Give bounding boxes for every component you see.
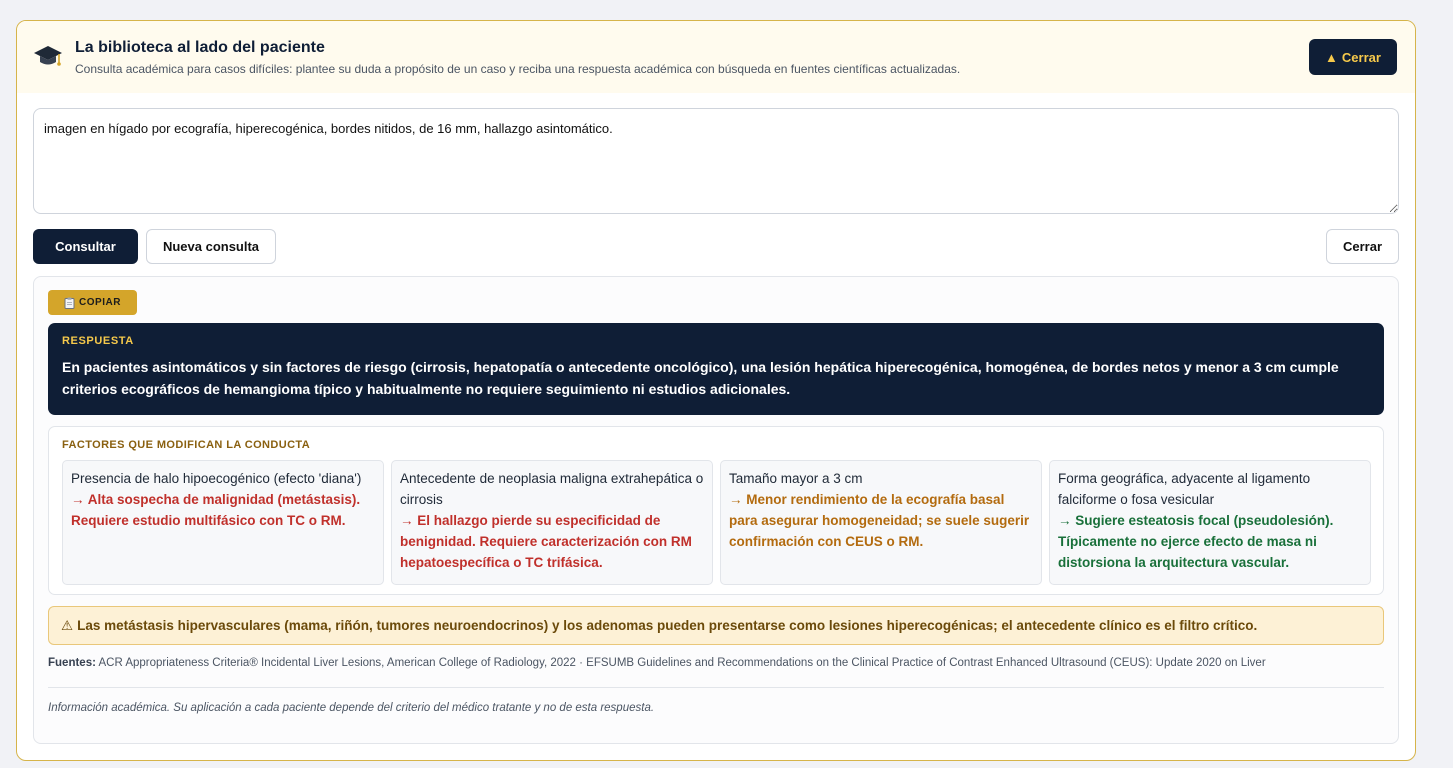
warning-box — [48, 606, 1384, 645]
result-card — [33, 276, 1399, 744]
copy-button[interactable] — [48, 290, 137, 315]
factor-card — [1049, 460, 1371, 585]
factor-condition: Presencia de halo hipoecogénico (efecto 'diana') — [71, 471, 362, 486]
factor-card — [720, 460, 1042, 585]
divider — [48, 687, 1384, 688]
warning-icon: ⚠ — [61, 617, 74, 633]
sources-line — [48, 657, 1266, 669]
factor-condition: Forma geográfica, adyacente al ligamento falciforme o fosa vesicular — [1058, 471, 1311, 507]
factor-effect: → Menor rendimiento de la ecografía basal para asegurar homogeneidad; se suele sugerir confirmación con CEUS o RM. — [729, 492, 1030, 549]
factor-condition: Antecedente de neoplasia maligna extrahepática o cirrosis — [400, 471, 704, 507]
factor-effect: → Alta sospecha de malignidad (metástasis). Requiere estudio multifásico con TC o RM. — [71, 492, 361, 528]
library-panel — [16, 20, 1416, 761]
disclaimer: Información académica. Su aplicación a cada paciente depende del criterio del médico tratante y no de esta respuesta. — [48, 702, 655, 714]
panel-header — [17, 21, 1415, 93]
new-consult-button[interactable]: Nueva consulta — [146, 229, 276, 264]
close-top-button[interactable] — [1309, 39, 1397, 75]
consult-button[interactable]: Consultar — [33, 229, 138, 264]
query-textarea[interactable] — [33, 108, 1399, 214]
page-title: La biblioteca al lado del paciente — [75, 39, 325, 56]
graduation-cap-icon — [33, 41, 63, 71]
sources-text: ACR Appropriateness Criteria® Incidental Liver Lesions, American College of Radiology, 2022 · EFSUMB Guidelines and Recommendations on the Clinical Practice of Contrast Enhanced Ultrasound (CEUS): Update 2020 on Liver — [98, 657, 1266, 669]
clipboard-icon — [64, 297, 75, 309]
warning-triangle-icon: ▲ — [1325, 49, 1338, 65]
factor-condition: Tamaño mayor a 3 cm — [729, 471, 863, 486]
factor-effect: → El hallazgo pierde su especificidad de benignidad. Requiere caracterización con RM hepatoespecífica o TC trifásica. — [400, 513, 692, 570]
answer-label: RESPUESTA — [62, 335, 134, 347]
factors-title: FACTORES QUE MODIFICAN LA CONDUCTA — [62, 439, 311, 451]
sources-label: Fuentes: — [48, 657, 96, 669]
close-button[interactable]: Cerrar — [1326, 229, 1399, 264]
page-subtitle: Consulta académica para casos difíciles: plantee su duda a propósito de un caso y reciba una respuesta académica con búsqueda en fuentes científicas actualizadas. — [75, 62, 961, 76]
warning-text: Las metástasis hipervasculares (mama, riñón, tumores neuroendocrinos) y los adenomas pueden presentarse como lesiones hiperecogénicas; el antecedente clínico es el filtro crítico. — [77, 618, 1258, 633]
close-top-label: Cerrar — [1341, 49, 1381, 65]
copy-label: COPIAR — [79, 297, 121, 308]
answer-text: En pacientes asintomáticos y sin factores de riesgo (cirrosis, hepatopatía o antecedente oncológico), una lesión hepática hiperecogénica, homogénea, de bordes netos y menor a 3 cm cumple criterios ecográficos de hemangioma típico y habitualmente no requiere seguimiento ni estudios adicionales. — [62, 359, 1339, 397]
factors-section — [48, 426, 1384, 595]
factor-effect: → Sugiere esteatosis focal (pseudolesión). Típicamente no ejerce efecto de masa ni distorsiona la arquitectura vascular. — [1058, 513, 1334, 570]
factor-card — [391, 460, 713, 585]
factor-card — [62, 460, 384, 585]
answer-box — [48, 323, 1384, 415]
